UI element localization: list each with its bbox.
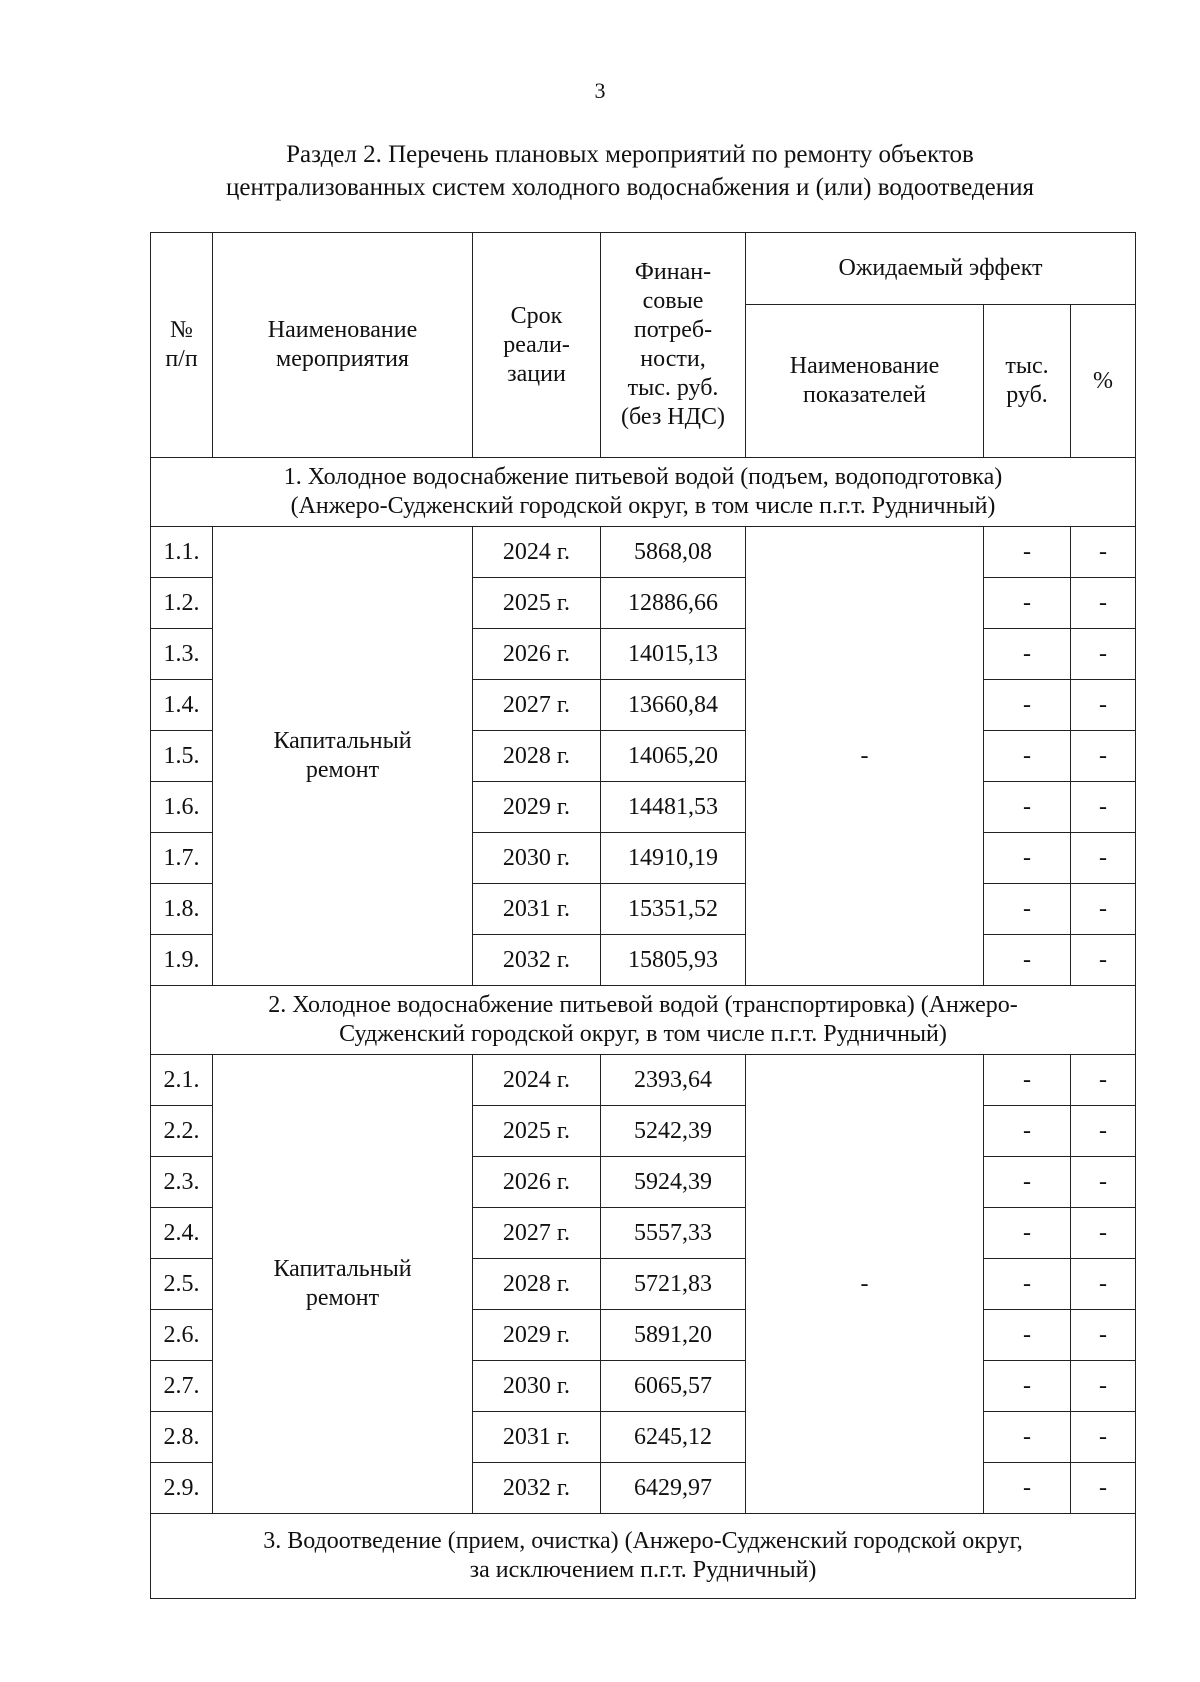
- row-num: 2.9.: [151, 1463, 213, 1514]
- row-year: 2030 г.: [473, 833, 601, 884]
- row-effect-rub: -: [984, 1157, 1071, 1208]
- row-effect-rub: -: [984, 1208, 1071, 1259]
- row-num: 1.8.: [151, 884, 213, 935]
- row-year: 2027 г.: [473, 680, 601, 731]
- row-num: 2.6.: [151, 1310, 213, 1361]
- row-amount: 12886,66: [601, 578, 746, 629]
- row-effect-pct: -: [1071, 833, 1136, 884]
- row-num: 2.3.: [151, 1157, 213, 1208]
- row-amount: 5891,20: [601, 1310, 746, 1361]
- row-amount: 5242,39: [601, 1106, 746, 1157]
- row-num: 2.2.: [151, 1106, 213, 1157]
- indicator-name: -: [746, 527, 984, 986]
- section-heading: 3. Водоотведение (прием, очистка) (Анжеро-Судженский городской округ, за исключением п.г.т. Рудничный): [151, 1514, 1136, 1599]
- row-effect-rub: -: [984, 578, 1071, 629]
- row-effect-rub: -: [984, 1463, 1071, 1514]
- row-effect-rub: -: [984, 1412, 1071, 1463]
- section-title-line-2: централизованных систем холодного водоснабжения и (или) водоотведения: [226, 174, 1034, 201]
- row-year: 2029 г.: [473, 782, 601, 833]
- page-number: 3: [594, 78, 606, 103]
- section-heading: 1. Холодное водоснабжение питьевой водой (подъем, водоподготовка) (Анжеро-Судженский городской округ, в том числе п.г.т. Рудничный): [151, 458, 1136, 527]
- row-year: 2027 г.: [473, 1208, 601, 1259]
- table-row: [151, 1055, 1136, 1106]
- row-amount: 5557,33: [601, 1208, 746, 1259]
- row-effect-pct: -: [1071, 1463, 1136, 1514]
- row-amount: 6065,57: [601, 1361, 746, 1412]
- header-name: Наименование мероприятия: [213, 233, 473, 458]
- row-year: 2026 г.: [473, 629, 601, 680]
- row-effect-rub: -: [984, 680, 1071, 731]
- row-effect-pct: -: [1071, 1157, 1136, 1208]
- row-num: 1.2.: [151, 578, 213, 629]
- section-heading-row: [151, 1514, 1136, 1599]
- activity-name: Капитальный ремонт: [213, 527, 473, 986]
- row-amount: 15805,93: [601, 935, 746, 986]
- row-year: 2032 г.: [473, 1463, 601, 1514]
- row-num: 1.4.: [151, 680, 213, 731]
- row-amount: 5868,08: [601, 527, 746, 578]
- row-effect-pct: -: [1071, 731, 1136, 782]
- row-year: 2031 г.: [473, 1412, 601, 1463]
- header-num: № п/п: [151, 233, 213, 458]
- row-num: 1.3.: [151, 629, 213, 680]
- row-year: 2026 г.: [473, 1157, 601, 1208]
- row-amount: 14015,13: [601, 629, 746, 680]
- header-effect: Ожидаемый эффект: [746, 233, 1136, 305]
- row-effect-pct: -: [1071, 680, 1136, 731]
- section-title: [150, 138, 1110, 204]
- activity-name: Капитальный ремонт: [213, 1055, 473, 1514]
- section-heading-row: [151, 458, 1136, 527]
- section-heading-row: [151, 986, 1136, 1055]
- row-effect-rub: -: [984, 1361, 1071, 1412]
- row-amount: 6245,12: [601, 1412, 746, 1463]
- row-num: 2.5.: [151, 1259, 213, 1310]
- row-year: 2025 г.: [473, 1106, 601, 1157]
- row-amount: 15351,52: [601, 884, 746, 935]
- row-year: 2024 г.: [473, 1055, 601, 1106]
- row-effect-pct: -: [1071, 1055, 1136, 1106]
- row-effect-pct: -: [1071, 782, 1136, 833]
- header-finance: Финан-совые потреб-ности, тыс. руб. (без НДС): [601, 233, 746, 458]
- row-effect-pct: -: [1071, 1412, 1136, 1463]
- row-effect-rub: -: [984, 833, 1071, 884]
- row-effect-rub: -: [984, 731, 1071, 782]
- row-year: 2028 г.: [473, 731, 601, 782]
- row-effect-rub: -: [984, 1310, 1071, 1361]
- section-title-line-1: Раздел 2. Перечень плановых мероприятий по ремонту объектов: [286, 141, 974, 168]
- row-num: 1.9.: [151, 935, 213, 986]
- row-effect-pct: -: [1071, 578, 1136, 629]
- row-effect-pct: -: [1071, 884, 1136, 935]
- row-year: 2025 г.: [473, 578, 601, 629]
- row-num: 2.4.: [151, 1208, 213, 1259]
- row-year: 2028 г.: [473, 1259, 601, 1310]
- row-amount: 14481,53: [601, 782, 746, 833]
- header-term: Срок реали-зации: [473, 233, 601, 458]
- row-effect-rub: -: [984, 1106, 1071, 1157]
- row-amount: 14910,19: [601, 833, 746, 884]
- row-effect-rub: -: [984, 1055, 1071, 1106]
- row-num: 1.6.: [151, 782, 213, 833]
- row-effect-pct: -: [1071, 1106, 1136, 1157]
- row-year: 2030 г.: [473, 1361, 601, 1412]
- row-effect-pct: -: [1071, 1259, 1136, 1310]
- row-num: 2.1.: [151, 1055, 213, 1106]
- row-effect-rub: -: [984, 629, 1071, 680]
- row-effect-rub: -: [984, 1259, 1071, 1310]
- row-amount: 6429,97: [601, 1463, 746, 1514]
- row-num: 2.8.: [151, 1412, 213, 1463]
- row-effect-rub: -: [984, 527, 1071, 578]
- row-amount: 14065,20: [601, 731, 746, 782]
- row-effect-pct: -: [1071, 629, 1136, 680]
- row-year: 2032 г.: [473, 935, 601, 986]
- row-effect-pct: -: [1071, 1310, 1136, 1361]
- row-effect-pct: -: [1071, 527, 1136, 578]
- header-indicators: Наименование показателей: [746, 305, 984, 458]
- row-effect-rub: -: [984, 935, 1071, 986]
- row-amount: 13660,84: [601, 680, 746, 731]
- row-amount: 5721,83: [601, 1259, 746, 1310]
- row-effect-pct: -: [1071, 1208, 1136, 1259]
- measures-table: [150, 232, 1136, 1599]
- row-year: 2029 г.: [473, 1310, 601, 1361]
- indicator-name: -: [746, 1055, 984, 1514]
- row-num: 1.5.: [151, 731, 213, 782]
- row-num: 1.7.: [151, 833, 213, 884]
- row-num: 2.7.: [151, 1361, 213, 1412]
- row-amount: 5924,39: [601, 1157, 746, 1208]
- row-effect-rub: -: [984, 884, 1071, 935]
- header-percent: %: [1071, 305, 1136, 458]
- row-effect-pct: -: [1071, 1361, 1136, 1412]
- section-heading: 2. Холодное водоснабжение питьевой водой (транспортировка) (Анжеро- Судженский городской округ, в том числе п.г.т. Рудничный): [151, 986, 1136, 1055]
- row-amount: 2393,64: [601, 1055, 746, 1106]
- row-year: 2031 г.: [473, 884, 601, 935]
- table-row: [151, 527, 1136, 578]
- row-effect-rub: -: [984, 782, 1071, 833]
- row-num: 1.1.: [151, 527, 213, 578]
- header-thousand-rub: тыс. руб.: [984, 305, 1071, 458]
- row-year: 2024 г.: [473, 527, 601, 578]
- row-effect-pct: -: [1071, 935, 1136, 986]
